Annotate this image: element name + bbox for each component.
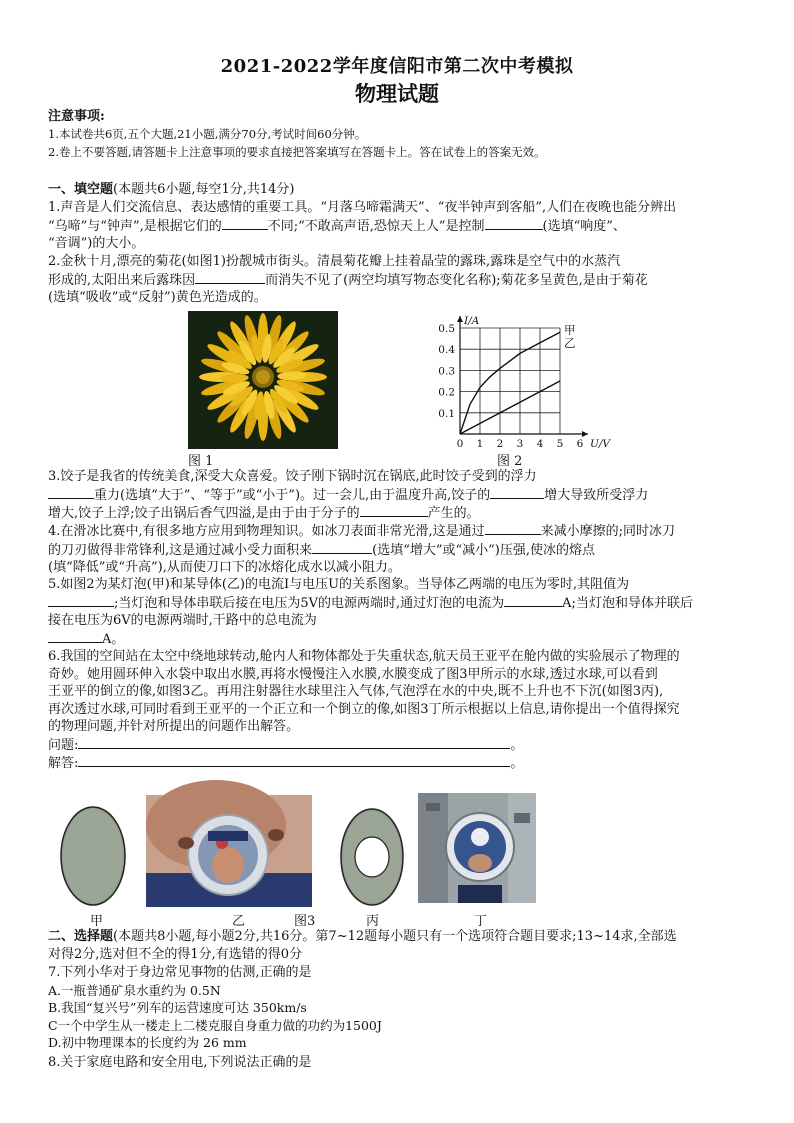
q5-blank-3[interactable] bbox=[48, 630, 102, 643]
figure-3-label-bing: 丙 bbox=[366, 914, 380, 929]
q6-question-row bbox=[48, 736, 748, 755]
question-3 bbox=[48, 468, 748, 523]
section2-header bbox=[48, 928, 748, 946]
figure-1-chrysanthemum bbox=[188, 311, 338, 449]
q1-text-a: “乌啼”与“钟声”,是根据它们的 bbox=[48, 218, 222, 234]
x-tick-label: 1 bbox=[476, 438, 484, 450]
q6-line1: 6.我国的空间站在太空中绕地球转动,舱内人和物体都处于失重状态,航天员王亚平在舱内做的实验展示了物理的 bbox=[48, 649, 680, 664]
figure-3-label-yi: 乙 bbox=[232, 914, 246, 929]
q1-line3: “音调”)的大小。 bbox=[48, 236, 145, 251]
q6-answer-row bbox=[48, 754, 748, 773]
q5-text-b: A;当灯泡和导体并联后 bbox=[562, 595, 693, 611]
q3-blank-3[interactable] bbox=[360, 504, 428, 517]
question-7 bbox=[48, 964, 748, 1052]
section1-title: 一、填空题 bbox=[48, 182, 114, 197]
figure-1-caption: 图 1 bbox=[188, 454, 214, 469]
q1-blank-2[interactable] bbox=[485, 217, 543, 230]
q6-line2: 奇妙。她用圆环伸入水袋中取出水膜,再将水慢慢注入水膜,水膜变成了图3甲所示的水球,透过水球,可以看到 bbox=[48, 666, 658, 682]
series-line-yi bbox=[460, 381, 560, 434]
q4-line1 bbox=[48, 522, 748, 541]
x-tick-label: 4 bbox=[536, 438, 544, 450]
q4-text-c: 的刀刃做得非常锋利,这是通过减小受力面积来 bbox=[48, 542, 313, 558]
q4-blank-1[interactable] bbox=[485, 522, 541, 535]
q3-line1: 3.饺子是我省的传统美食,深受大众喜爱。饺子刚下锅时沉在锅底,此时饺子受到的浮力 bbox=[48, 469, 537, 484]
q2-line2 bbox=[48, 271, 748, 290]
x-axis-arrow bbox=[582, 431, 588, 437]
q7-option-c[interactable]: C一个中学生从一楼走上二楼克服自身重力做的功约为1500J bbox=[48, 1017, 382, 1033]
section2 bbox=[48, 928, 748, 963]
section1-desc: (本题共6小题,每空1分,共14分) bbox=[113, 182, 295, 197]
q6-question-label: 问题: bbox=[48, 737, 79, 753]
question-4 bbox=[48, 522, 748, 577]
q3-text-b: 增大导致所受浮力 bbox=[544, 487, 649, 503]
q5-line1: 5.如图2为某灯泡(甲)和某导体(乙)的电流I与电压U的关系图象。当导体乙两端的电压为零时,其阻值为 bbox=[48, 577, 630, 592]
q5-line3: 接在电压为6V的电源两端时,干路中的总电流为 bbox=[48, 613, 317, 628]
q6-answer-blank[interactable] bbox=[78, 754, 510, 767]
q4-text-b: 来减小摩擦的;同时冰刀 bbox=[540, 524, 676, 539]
q2-text-b: 而消失不见了(两空均填写物态变化名称);菊花多呈黄色,是由于菊花 bbox=[265, 272, 648, 288]
section2-desc: (本题共8小题,每小题2分,共16分。第7~12题每小题只有一个选项符合题目要求;13~14求,全部选 bbox=[113, 929, 677, 944]
section2-title: 二、选择题 bbox=[48, 929, 114, 944]
chart-series bbox=[460, 323, 576, 434]
q8-stem: 8.关于家庭电路和安全用电,下列说法正确的是 bbox=[48, 1055, 312, 1070]
q4-blank-2[interactable] bbox=[312, 541, 372, 554]
chart-grid bbox=[460, 328, 560, 434]
q4-line3: (填“降低”或“升高”),从而使刀口下的冰熔化成水以减小阻力。 bbox=[48, 560, 401, 575]
question-5 bbox=[48, 576, 748, 648]
figure-3-jia-water-ball bbox=[58, 804, 128, 908]
q5-blank-1[interactable] bbox=[48, 594, 114, 607]
q6-answer-label: 解答: bbox=[48, 756, 79, 771]
x-tick-label: 3 bbox=[516, 438, 524, 450]
q2-text-a: 形成的,太阳出来后露珠因 bbox=[48, 272, 196, 288]
q6-line3: 王亚平的倒立的像,如图3乙。再用注射器往水球里注入气体,气泡浮在水的中央,既不上升也不下沉(如图3丙), bbox=[48, 684, 664, 699]
y-tick-label: 0.3 bbox=[438, 365, 455, 378]
q2-line3: (选填“吸收”或“反射”)黄色光造成的。 bbox=[48, 290, 267, 305]
q3-line2 bbox=[48, 486, 748, 505]
figure-3-caption: 图3 bbox=[294, 914, 316, 929]
q3-text-a: 重力(选填“大于”、“等于”或“小于”)。过一会儿,由于温度升高,饺子的 bbox=[94, 487, 491, 503]
q7-option-b[interactable]: B.我国“复兴号”列车的运营速度可达 350km/s bbox=[48, 1000, 307, 1015]
notes-heading: 注意事项: bbox=[48, 109, 105, 124]
q5-line2 bbox=[48, 594, 748, 613]
q1-line2 bbox=[48, 217, 748, 236]
figure-3-ding-photo bbox=[418, 793, 536, 903]
figure-3-bing-water-ball-bubble bbox=[338, 806, 406, 908]
figure-2-iu-chart bbox=[428, 310, 610, 450]
figure-3-label-jia: 甲 bbox=[90, 914, 104, 929]
q6-line5: 的物理问题,并针对所提出的问题作出解答。 bbox=[48, 719, 300, 734]
q7-option-a[interactable]: A.一瓶普通矿泉水重约为 0.5N bbox=[48, 982, 221, 998]
exam-subject: 物理试题 bbox=[355, 81, 439, 106]
notes-item-2: 2.卷上不要答题,请答题卡上注意事项的要求直接把答案填写在答题卡上。答在试卷上的答案无效。 bbox=[48, 145, 546, 159]
q3-blank-2[interactable] bbox=[490, 486, 544, 499]
question-1 bbox=[48, 199, 748, 253]
q1-text-b: 不同;“不敢高声语,恐惊天上人”是控制 bbox=[267, 218, 485, 234]
series-label-yi: 乙 bbox=[564, 336, 576, 350]
chart-ticks bbox=[438, 315, 611, 450]
q1-text-c: (选填“响度”、 bbox=[542, 218, 626, 234]
q3-text-d: 产生的。 bbox=[427, 506, 480, 521]
x-tick-label: 5 bbox=[556, 438, 564, 450]
q6-answer-end: 。 bbox=[510, 756, 524, 771]
q1-line1: 1.声音是人们交流信息、表达感情的重要工具。“月落乌啼霜满天”、“夜半钟声到客船”,人们在夜晚也能分辨出 bbox=[48, 200, 677, 215]
notes-item-1: 1.本试卷共6页,五个大题,21小题,满分70分,考试时间60分钟。 bbox=[48, 127, 367, 141]
q4-line2 bbox=[48, 541, 748, 560]
q5-blank-2[interactable] bbox=[504, 594, 562, 607]
question-6 bbox=[48, 648, 748, 773]
q5-text-c: A。 bbox=[102, 631, 125, 647]
x-tick-label: 0 bbox=[456, 438, 464, 450]
q6-question-end: 。 bbox=[510, 737, 524, 753]
section1-header bbox=[48, 181, 748, 199]
x-axis-label: U/V bbox=[590, 438, 610, 450]
q4-text-d: (选填“增大”或“减小”)压强,使冰的熔点 bbox=[372, 542, 596, 558]
y-tick-label: 0.2 bbox=[438, 386, 455, 399]
q5-line4 bbox=[48, 630, 748, 649]
q6-question-blank[interactable] bbox=[78, 736, 510, 749]
y-axis-label: I/A bbox=[464, 315, 480, 327]
figure-2-caption: 图 2 bbox=[497, 454, 523, 469]
q5-text-a: ;当灯泡和导体串联后接在电压为5V的电源两端时,通过灯泡的电流为 bbox=[114, 595, 505, 611]
q6-line4: 再次透过水球,可同时看到王亚平的一个正立和一个倒立的像,如图3丁所示根据以上信息,请你提出一个值得探究 bbox=[48, 701, 680, 717]
figure-3-label-ding: 丁 bbox=[474, 914, 488, 929]
exam-title: 2021-2022学年度信阳市第二次中考模拟 bbox=[220, 56, 574, 77]
question-8 bbox=[48, 1054, 748, 1072]
q2-blank-1[interactable] bbox=[195, 271, 265, 284]
q7-option-d[interactable]: D.初中物理课本的长度约为 26 mm bbox=[48, 1035, 247, 1050]
x-tick-label: 2 bbox=[496, 438, 504, 450]
q3-line3 bbox=[48, 504, 748, 523]
y-tick-label: 0.5 bbox=[438, 323, 455, 335]
question-2 bbox=[48, 253, 748, 307]
series-line-jia bbox=[460, 332, 560, 434]
section2-desc-2: 对得2分,选对但不全的得1分,有选错的得0分 bbox=[48, 946, 303, 962]
q3-blank-1[interactable] bbox=[48, 486, 94, 499]
y-tick-label: 0.1 bbox=[438, 407, 455, 420]
figure-3-yi-photo bbox=[146, 795, 312, 907]
q3-text-c: 增大,饺子上浮;饺子出锅后香气四溢,是由于由于分子的 bbox=[48, 506, 360, 521]
y-axis-arrow bbox=[457, 316, 463, 322]
q1-blank-1[interactable] bbox=[222, 217, 268, 230]
q4-text-a: 4.在滑冰比赛中,有很多地方应用到物理知识。如冰刀表面非常光滑,这是通过 bbox=[48, 524, 485, 539]
x-tick-label: 6 bbox=[576, 438, 584, 450]
q2-line1: 2.金秋十月,漂亮的菊花(如图1)扮靓城市街头。清晨菊花瓣上挂着晶莹的露珠,露珠是空气中的水蒸汽 bbox=[48, 254, 621, 269]
series-label-jia: 甲 bbox=[564, 323, 576, 338]
q7-stem: 7.下列小华对于身边常见事物的估测,正确的是 bbox=[48, 965, 312, 980]
y-tick-label: 0.4 bbox=[438, 344, 455, 357]
